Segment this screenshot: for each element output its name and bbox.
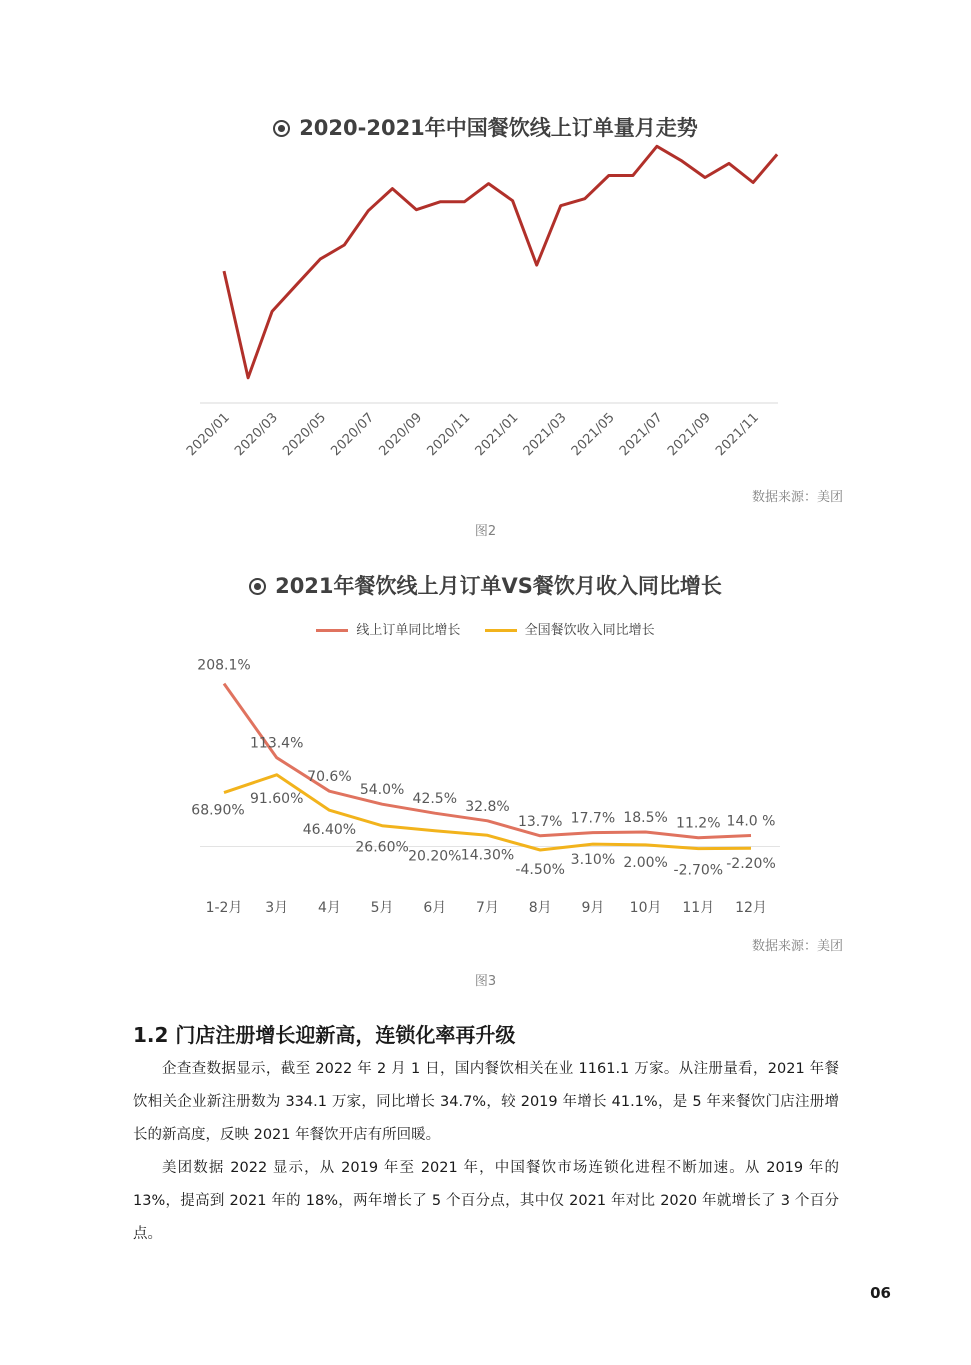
paragraph-2: 美团数据 2022 显示，从 2019 年至 2021 年，中国餐饮市场连锁化进程不断加速。从 2019 年的 13%，提高到 2021 年的 18%，两年增长了 5 个百分点，其中仅 2021 年对比 2020 年就增长了 3 个百分点。 — [133, 1160, 839, 1242]
chart2-data-label-revenue: -2.20% — [726, 856, 776, 873]
legend-label-orders: 线上订单同比增长 — [356, 623, 461, 638]
chart2-data-label-revenue: -2.70% — [673, 862, 724, 879]
chart1-x-tick-label: 2020/01 — [184, 410, 233, 460]
chart2-data-label-orders: 42.5% — [412, 791, 458, 808]
chart2-source: 数据来源：美团 — [751, 939, 843, 954]
page-number: 06 — [870, 1284, 891, 1302]
chart1-x-tick-label: 2020/05 — [280, 410, 330, 460]
chart2-x-tick-label: 1-2月 — [205, 900, 243, 916]
chart1-x-tick-label: 2021/09 — [665, 410, 714, 460]
chart2-data-label-orders: 14.0 % — [726, 813, 776, 830]
chart2-data-label-orders: 18.5% — [623, 810, 668, 827]
chart2-x-tick-label: 6月 — [423, 900, 447, 916]
chart2-data-label-orders: 113.4% — [250, 735, 304, 752]
chart1-x-tick-label: 2021/07 — [616, 410, 666, 460]
chart2-x-tick-label: 10月 — [629, 900, 662, 916]
chart1-x-tick-label: 2021/03 — [520, 410, 570, 460]
chart1-x-tick-label: 2020/07 — [328, 410, 378, 460]
chart2-data-label-revenue: 14.30% — [460, 847, 515, 864]
chart1-x-tick-label: 2020/11 — [424, 410, 474, 460]
paragraph-1: 企查查数据显示，截至 2022 年 2 月 1 日，国内餐饮相关在业 1161.1 万家。从注册量看，2021 年餐饮相关企业新注册数为 334.1 万家，同比增长 34.7%，较 2019 年增长 41.1%，是 5 年来餐饮门店注册增长的新高度，反映 2021 年餐饮开店有所回暖。 — [133, 1061, 839, 1143]
chart2-data-label-orders: 32.8% — [465, 798, 510, 815]
chart2-x-tick-label: 9月 — [581, 900, 605, 916]
chart2-data-label-orders: 17.7% — [570, 810, 616, 827]
chart2-data-label-revenue: 46.40% — [302, 822, 357, 839]
chart2-x-tick-label: 3月 — [265, 900, 289, 916]
chart2-data-label-orders: 11.2% — [676, 815, 721, 832]
chart2-data-label-orders: 54.0% — [359, 782, 405, 799]
chart2-x-tick-label: 5月 — [370, 900, 394, 916]
chart2-data-label-revenue: 20.20% — [408, 848, 462, 865]
chart2-title: 2021年餐饮线上月订单VS餐饮月收入同比增长 — [0, 570, 971, 600]
chart2-x-tick-label: 4月 — [317, 900, 341, 916]
chart2-data-label-revenue: 91.60% — [250, 790, 304, 807]
chart2-x-tick-label: 7月 — [476, 900, 499, 916]
chart1-x-tick-label: 2021/01 — [472, 410, 522, 460]
chart2-caption: 图3 — [474, 974, 497, 989]
chart2-x-tick-label: 11月 — [682, 900, 715, 916]
chart1-title: 2020-2021年中国餐饮线上订单量月走势 — [0, 112, 971, 142]
chart2-data-label-revenue: 3.10% — [570, 852, 616, 869]
chart1-x-tick-label: 2020/09 — [376, 410, 426, 460]
chart2-data-label-orders: 70.6% — [307, 769, 352, 786]
chart1-caption: 图2 — [474, 524, 497, 539]
chart1-x-tick-label: 2021/11 — [713, 410, 762, 460]
chart1-source: 数据来源：美团 — [751, 490, 843, 505]
section-heading: 1.2 门店注册增长迎新高，连锁化率再升级 — [133, 1023, 516, 1047]
legend-label-revenue: 全国餐饮收入同比增长 — [524, 623, 655, 638]
chart2-data-label-revenue: 26.60% — [355, 839, 409, 856]
chart2-data-label-orders: 13.7% — [517, 813, 563, 830]
chart2-data-label-orders: 208.1% — [197, 657, 251, 674]
chart2-data-label-revenue: -4.50% — [515, 862, 565, 879]
chart1-x-tick-label: 2021/05 — [568, 410, 618, 460]
chart2-x-tick-label: 8月 — [528, 900, 552, 916]
chart2-x-tick-label: 12月 — [735, 900, 767, 916]
chart1-x-tick-label: 2020/03 — [232, 410, 281, 460]
chart2-data-label-revenue: 68.90% — [191, 802, 245, 819]
chart2-data-label-revenue: 2.00% — [623, 854, 668, 871]
